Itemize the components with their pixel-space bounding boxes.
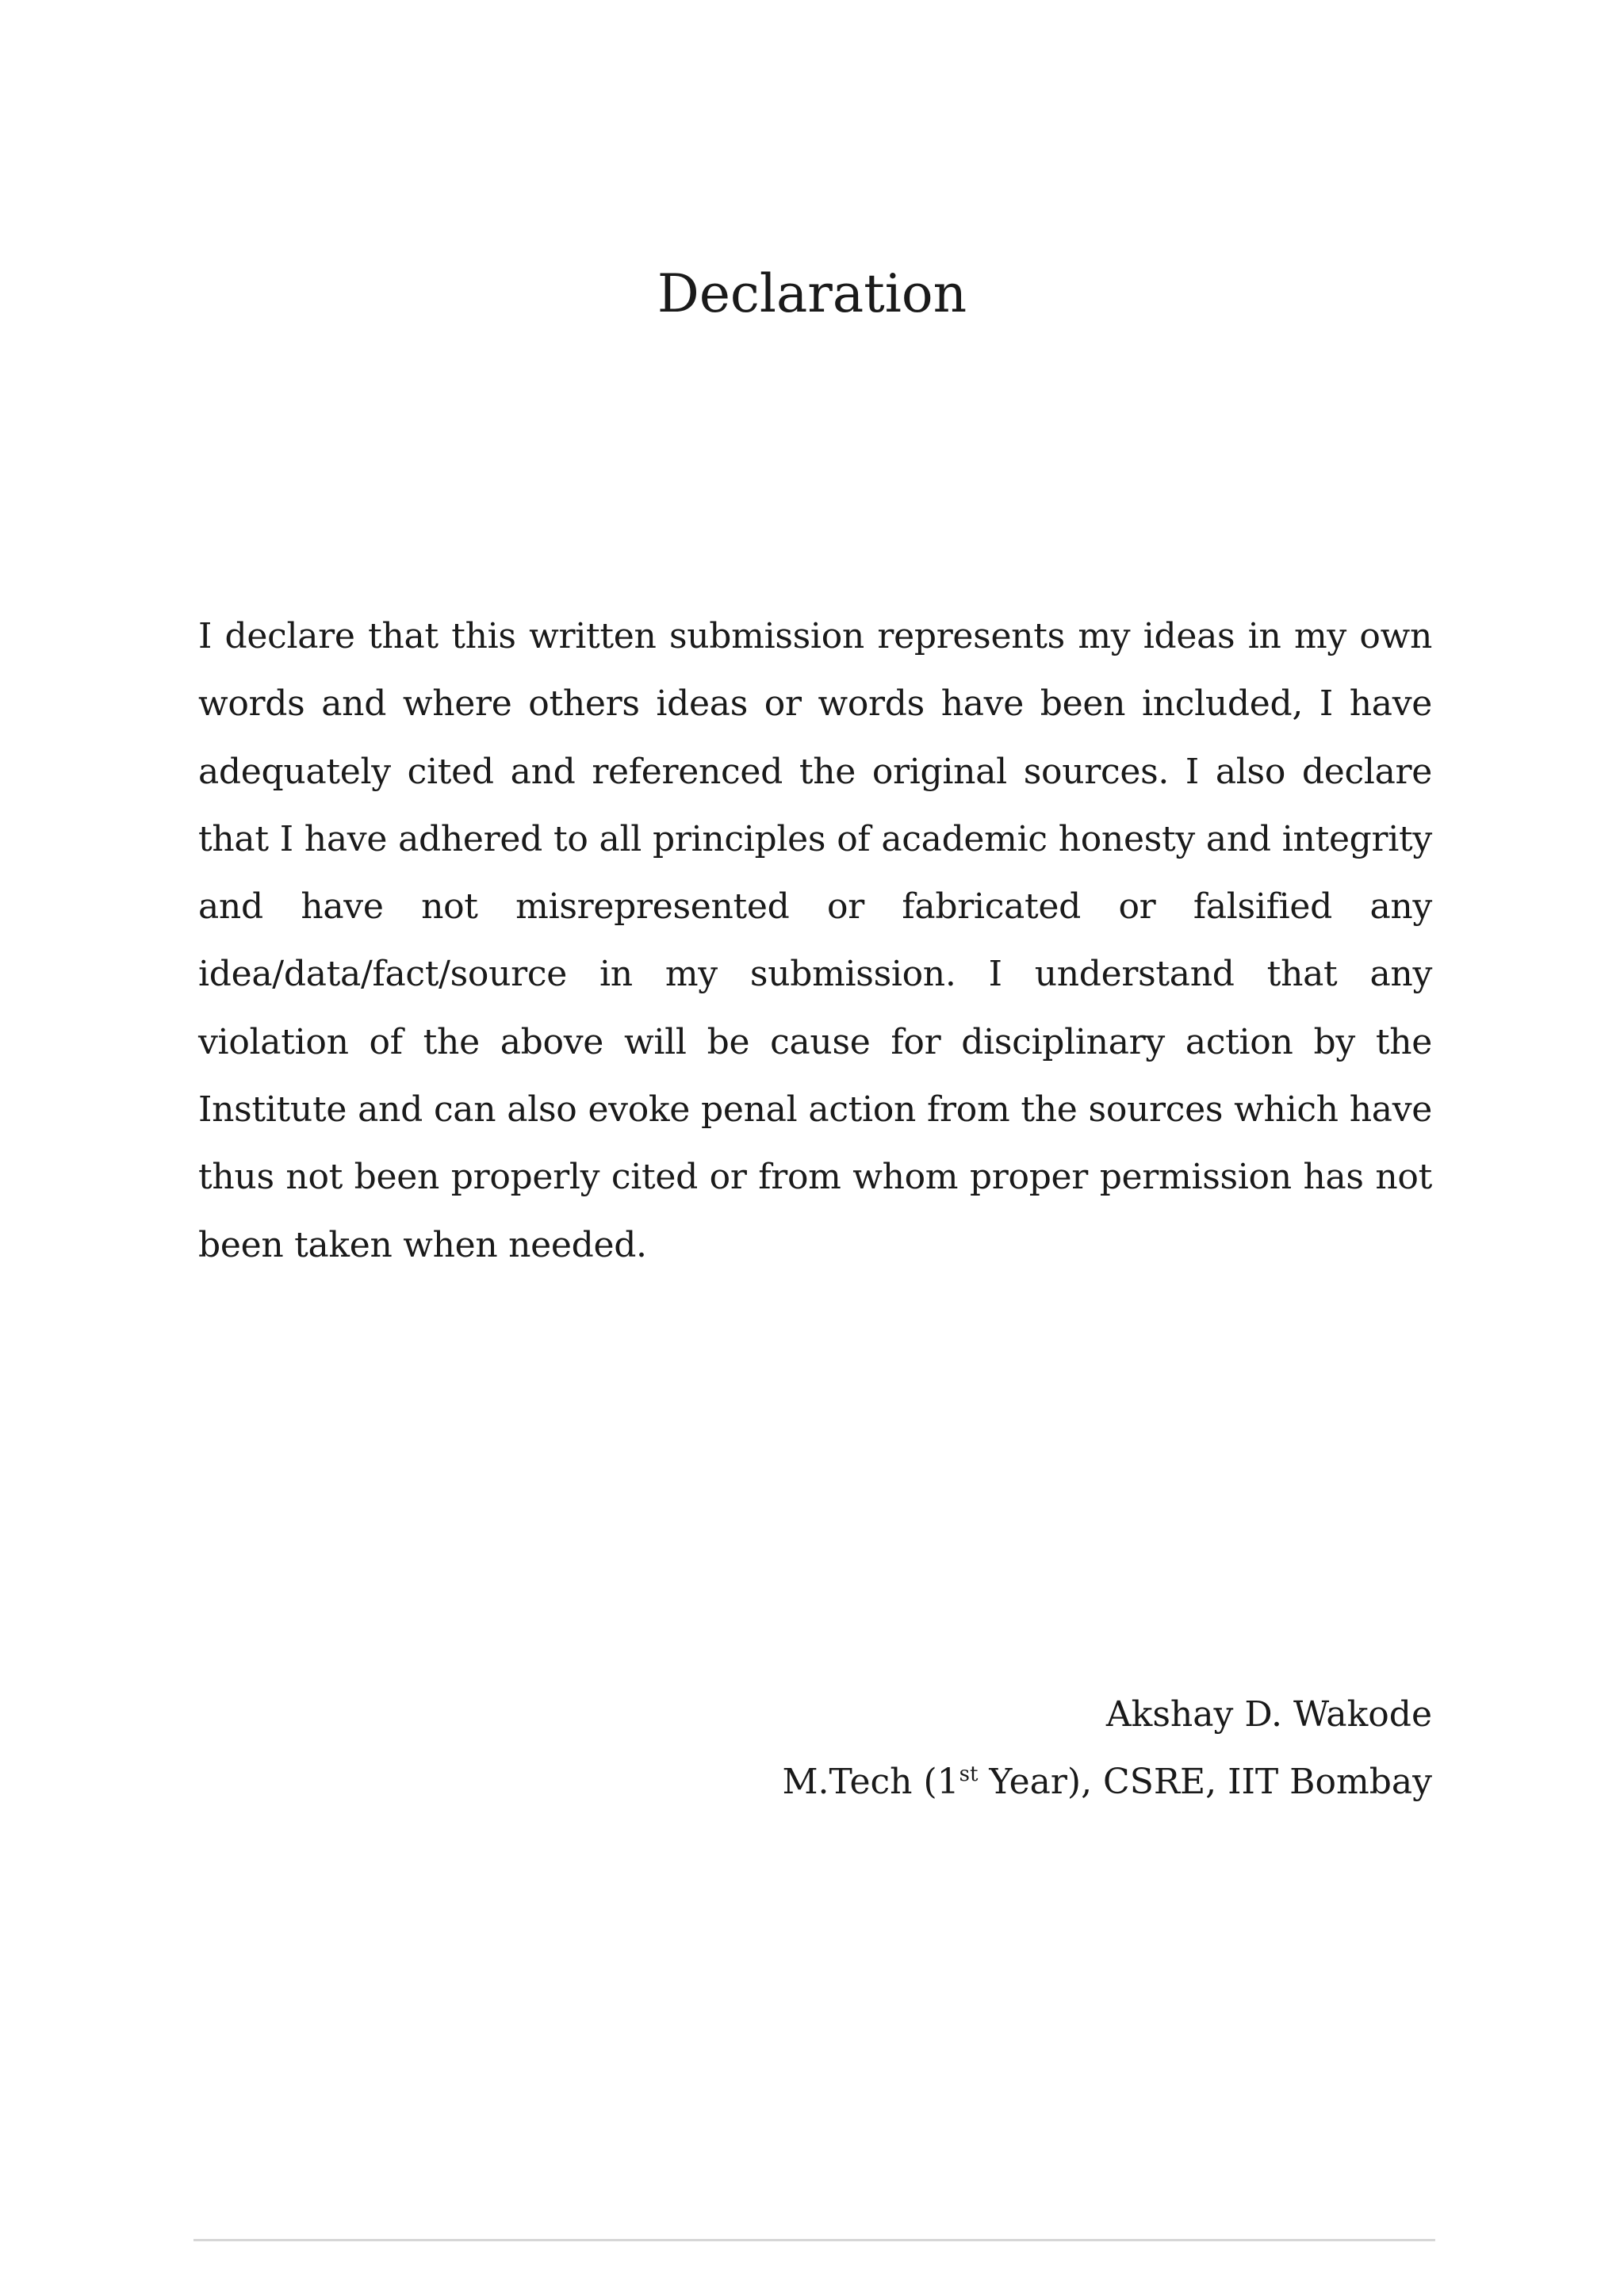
footer-divider <box>193 2239 1435 2241</box>
declaration-paragraph: I declare that this written submission represents my ideas in my own words and where others ideas or words have been included, I have adequately cited and referenced the original sources. I also declare that I have adhered to all principles of academic honesty and integrity and have not misrepresented or fabricated or falsified any idea/data/fact/source in my submission. I understand that any violation of the above will be cause for disciplinary action by the Institute and can also evoke penal action from the sources which have thus not been properly cited or from whom proper permission has not been taken when needed. <box>198 616 1432 1265</box>
affiliation-prefix: M.Tech (1 <box>782 1762 959 1802</box>
signatory-affiliation <box>782 1748 1432 1816</box>
signature-block <box>782 1681 1432 1816</box>
signatory-name: Akshay D. Wakode <box>1105 1694 1432 1735</box>
ordinal-superscript: st <box>959 1762 979 1786</box>
affiliation-suffix: Year), CSRE, IIT Bombay <box>978 1762 1432 1802</box>
page-title: Declaration <box>657 263 967 324</box>
